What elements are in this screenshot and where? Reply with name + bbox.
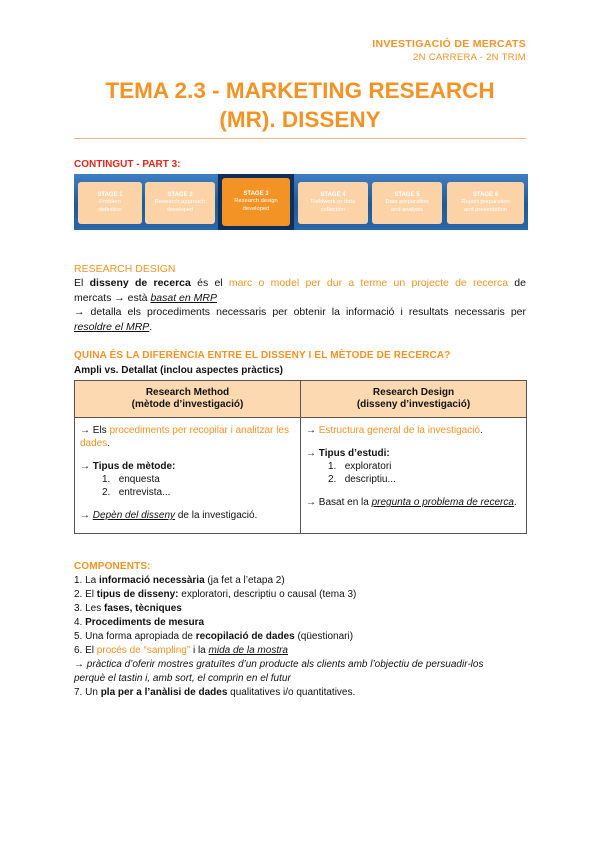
research-design-p1-line1 (74, 276, 526, 291)
method-cell (75, 418, 301, 534)
list-item: exploratori (344, 461, 392, 472)
text-run: exploratori, descriptiu o causal (tema 3) (178, 589, 357, 600)
text-run: → (306, 425, 319, 436)
method-definition (80, 424, 295, 450)
stage-1-number: STAGE 1 (97, 192, 123, 199)
text-run: → (80, 510, 93, 521)
component-4 (74, 616, 534, 630)
design-cell (301, 418, 527, 534)
method-dependency (80, 509, 295, 522)
design-types-label: → Tipus d’estudi: (306, 448, 390, 459)
stage-5-number: STAGE 5 (394, 192, 420, 199)
underlined-term: pregunta o problema de recerca (371, 497, 514, 508)
text-run: . (107, 438, 111, 449)
text-run: de (508, 277, 526, 289)
stage-2-text-1: Research approach (154, 199, 206, 206)
highlight-term: marc o model per dur a terme un projecte de recerca (228, 277, 509, 289)
column-header-method (75, 381, 301, 418)
text-run: 5. Una forma apropiada de (74, 631, 196, 642)
text-run: qualitatives i/o quantitatives. (227, 687, 356, 698)
list-item: entrevista... (118, 487, 171, 498)
title-line-1: TEMA 2.3 - MARKETING RESEARCH (105, 78, 495, 103)
component-5 (74, 630, 534, 644)
contingut-label: CONTINGUT - PART 3: (74, 159, 181, 170)
method-types-label: → Tipus de mètode: (80, 461, 176, 472)
table-header-row (75, 381, 527, 418)
method-type-1: 1. enquesta (102, 474, 160, 485)
stage-6-text-2: and presentation (463, 206, 508, 213)
table-row (75, 418, 527, 534)
component-6 (74, 644, 534, 658)
bold-term: informació necessària (99, 575, 205, 586)
component-1 (74, 574, 534, 588)
component-6-note-line2: perquè el tastin i, amb sort, el comprin en el futur (74, 673, 291, 684)
text-run: El (74, 277, 90, 289)
research-design-p1-line2 (74, 291, 526, 306)
course-year: 2N CARRERA - 2N TRIM (413, 52, 526, 63)
text-run: de la investigació. (175, 510, 258, 521)
column-subtitle: (disseny d’investigació) (356, 399, 471, 410)
underlined-term: Depèn del disseny (92, 510, 176, 521)
column-title: Research Method (145, 387, 230, 398)
text-run: 4. (74, 617, 86, 628)
text-run: . (513, 497, 517, 508)
stage-4-text-1: Fieldwork or data (310, 199, 356, 206)
stage-1 (78, 182, 142, 224)
title-divider (74, 138, 526, 139)
bold-term: recopilació de dades (195, 631, 295, 642)
stage-3-text-2: developed (242, 205, 270, 212)
stage-1-text-2: definition (98, 206, 122, 213)
research-design-p2-line2 (74, 320, 526, 335)
highlight-term: procediments per recopilar i analitzar les dades (80, 425, 289, 449)
list-item: enquesta (118, 474, 160, 485)
column-title: Research Design (372, 387, 455, 398)
difference-subheading: Ampli vs. Detallat (inclou aspectes pràctics) (74, 365, 283, 376)
stage-diagram (74, 174, 528, 230)
stage-6-number: STAGE 6 (472, 192, 499, 199)
text-run: i la (190, 645, 209, 656)
page-title (74, 76, 526, 134)
course-name: INVESTIGACIÓ DE MERCATS (372, 38, 526, 50)
comparison-table (74, 380, 527, 534)
components-heading: COMPONENTS: (74, 561, 151, 572)
bold-term: fases, tècniques (104, 603, 182, 614)
text-run: 1. La (74, 575, 100, 586)
stage-5 (372, 182, 442, 224)
text-run: (qüestionari) (294, 631, 354, 642)
stage-5-text-1: Data preparation (385, 199, 429, 206)
bold-term: Procediments de mesura (85, 617, 205, 628)
highlight-term: Estructura general de la investigació (318, 425, 480, 436)
stage-1-text-1: Problem (99, 199, 121, 206)
bold-term: tipus de disseny: (96, 589, 179, 600)
design-type-1: 1. exploratori (328, 461, 392, 472)
design-definition (306, 424, 521, 437)
text-run: és el (190, 277, 229, 289)
stage-4-text-2: collection (320, 206, 346, 213)
column-header-design (301, 381, 527, 418)
stage-3 (222, 178, 290, 226)
research-design-heading: RESEARCH DESIGN (74, 263, 176, 275)
stage-4-number: STAGE 4 (320, 192, 346, 199)
list-item: descriptiu... (344, 474, 396, 485)
text-run: . (149, 321, 153, 333)
stage-6-text-1: Report preparation (461, 199, 510, 206)
difference-heading: QUINA ÉS LA DIFERÈNCIA ENTRE EL DISSENY I EL MÈTODE DE RECERCA? (74, 350, 451, 361)
text-run: mercats → està (74, 292, 151, 304)
text-run: . (479, 425, 483, 436)
highlight-term: procés de “sampling” (96, 645, 191, 656)
text-run: → Els (80, 425, 110, 436)
stage-2-text-2: developed (166, 206, 194, 213)
stage-5-text-2: and analysis (390, 206, 424, 213)
underlined-term: mida de la mostra (208, 645, 288, 656)
text-run: → Basat en la (306, 497, 372, 508)
document-header (372, 38, 526, 64)
text-run: 6. El (74, 645, 97, 656)
component-7 (74, 686, 534, 700)
component-6-note-line1: → pràctica d’oferir mostres gratuïtes d’un producte als clients amb l’objectiu de persuadir-los (74, 659, 484, 670)
stage-6 (447, 182, 524, 224)
research-design-p2-line1: → detalla els procediments necessaris per obtenir la informació i resultats necessaris per (74, 306, 526, 318)
stage-3-text-1: Research design (234, 198, 278, 205)
design-type-2: 2. descriptiu... (328, 474, 396, 485)
text-run: 7. Un (74, 687, 101, 698)
stage-3-number: STAGE 3 (243, 191, 269, 198)
stage-2-number: STAGE 2 (167, 192, 193, 199)
bold-term: pla per a l’anàlisi de dades (100, 687, 228, 698)
underlined-term: resoldre el MRP (74, 321, 150, 333)
underlined-term: basat en MRP (150, 292, 217, 304)
text-run: (ja fet a l’etapa 2) (204, 575, 285, 586)
component-3 (74, 602, 534, 616)
method-type-2: 2. entrevista... (102, 487, 171, 498)
column-subtitle: (mètode d’investigació) (131, 399, 244, 410)
design-basis (306, 496, 521, 509)
text-run: 2. El (74, 589, 97, 600)
title-line-2: (MR). DISSENY (219, 107, 381, 132)
stage-2 (145, 182, 215, 224)
bold-term: disseny de recerca (89, 277, 191, 289)
text-run: 3. Les (74, 603, 105, 614)
component-2 (74, 588, 534, 602)
stage-4 (298, 182, 368, 224)
